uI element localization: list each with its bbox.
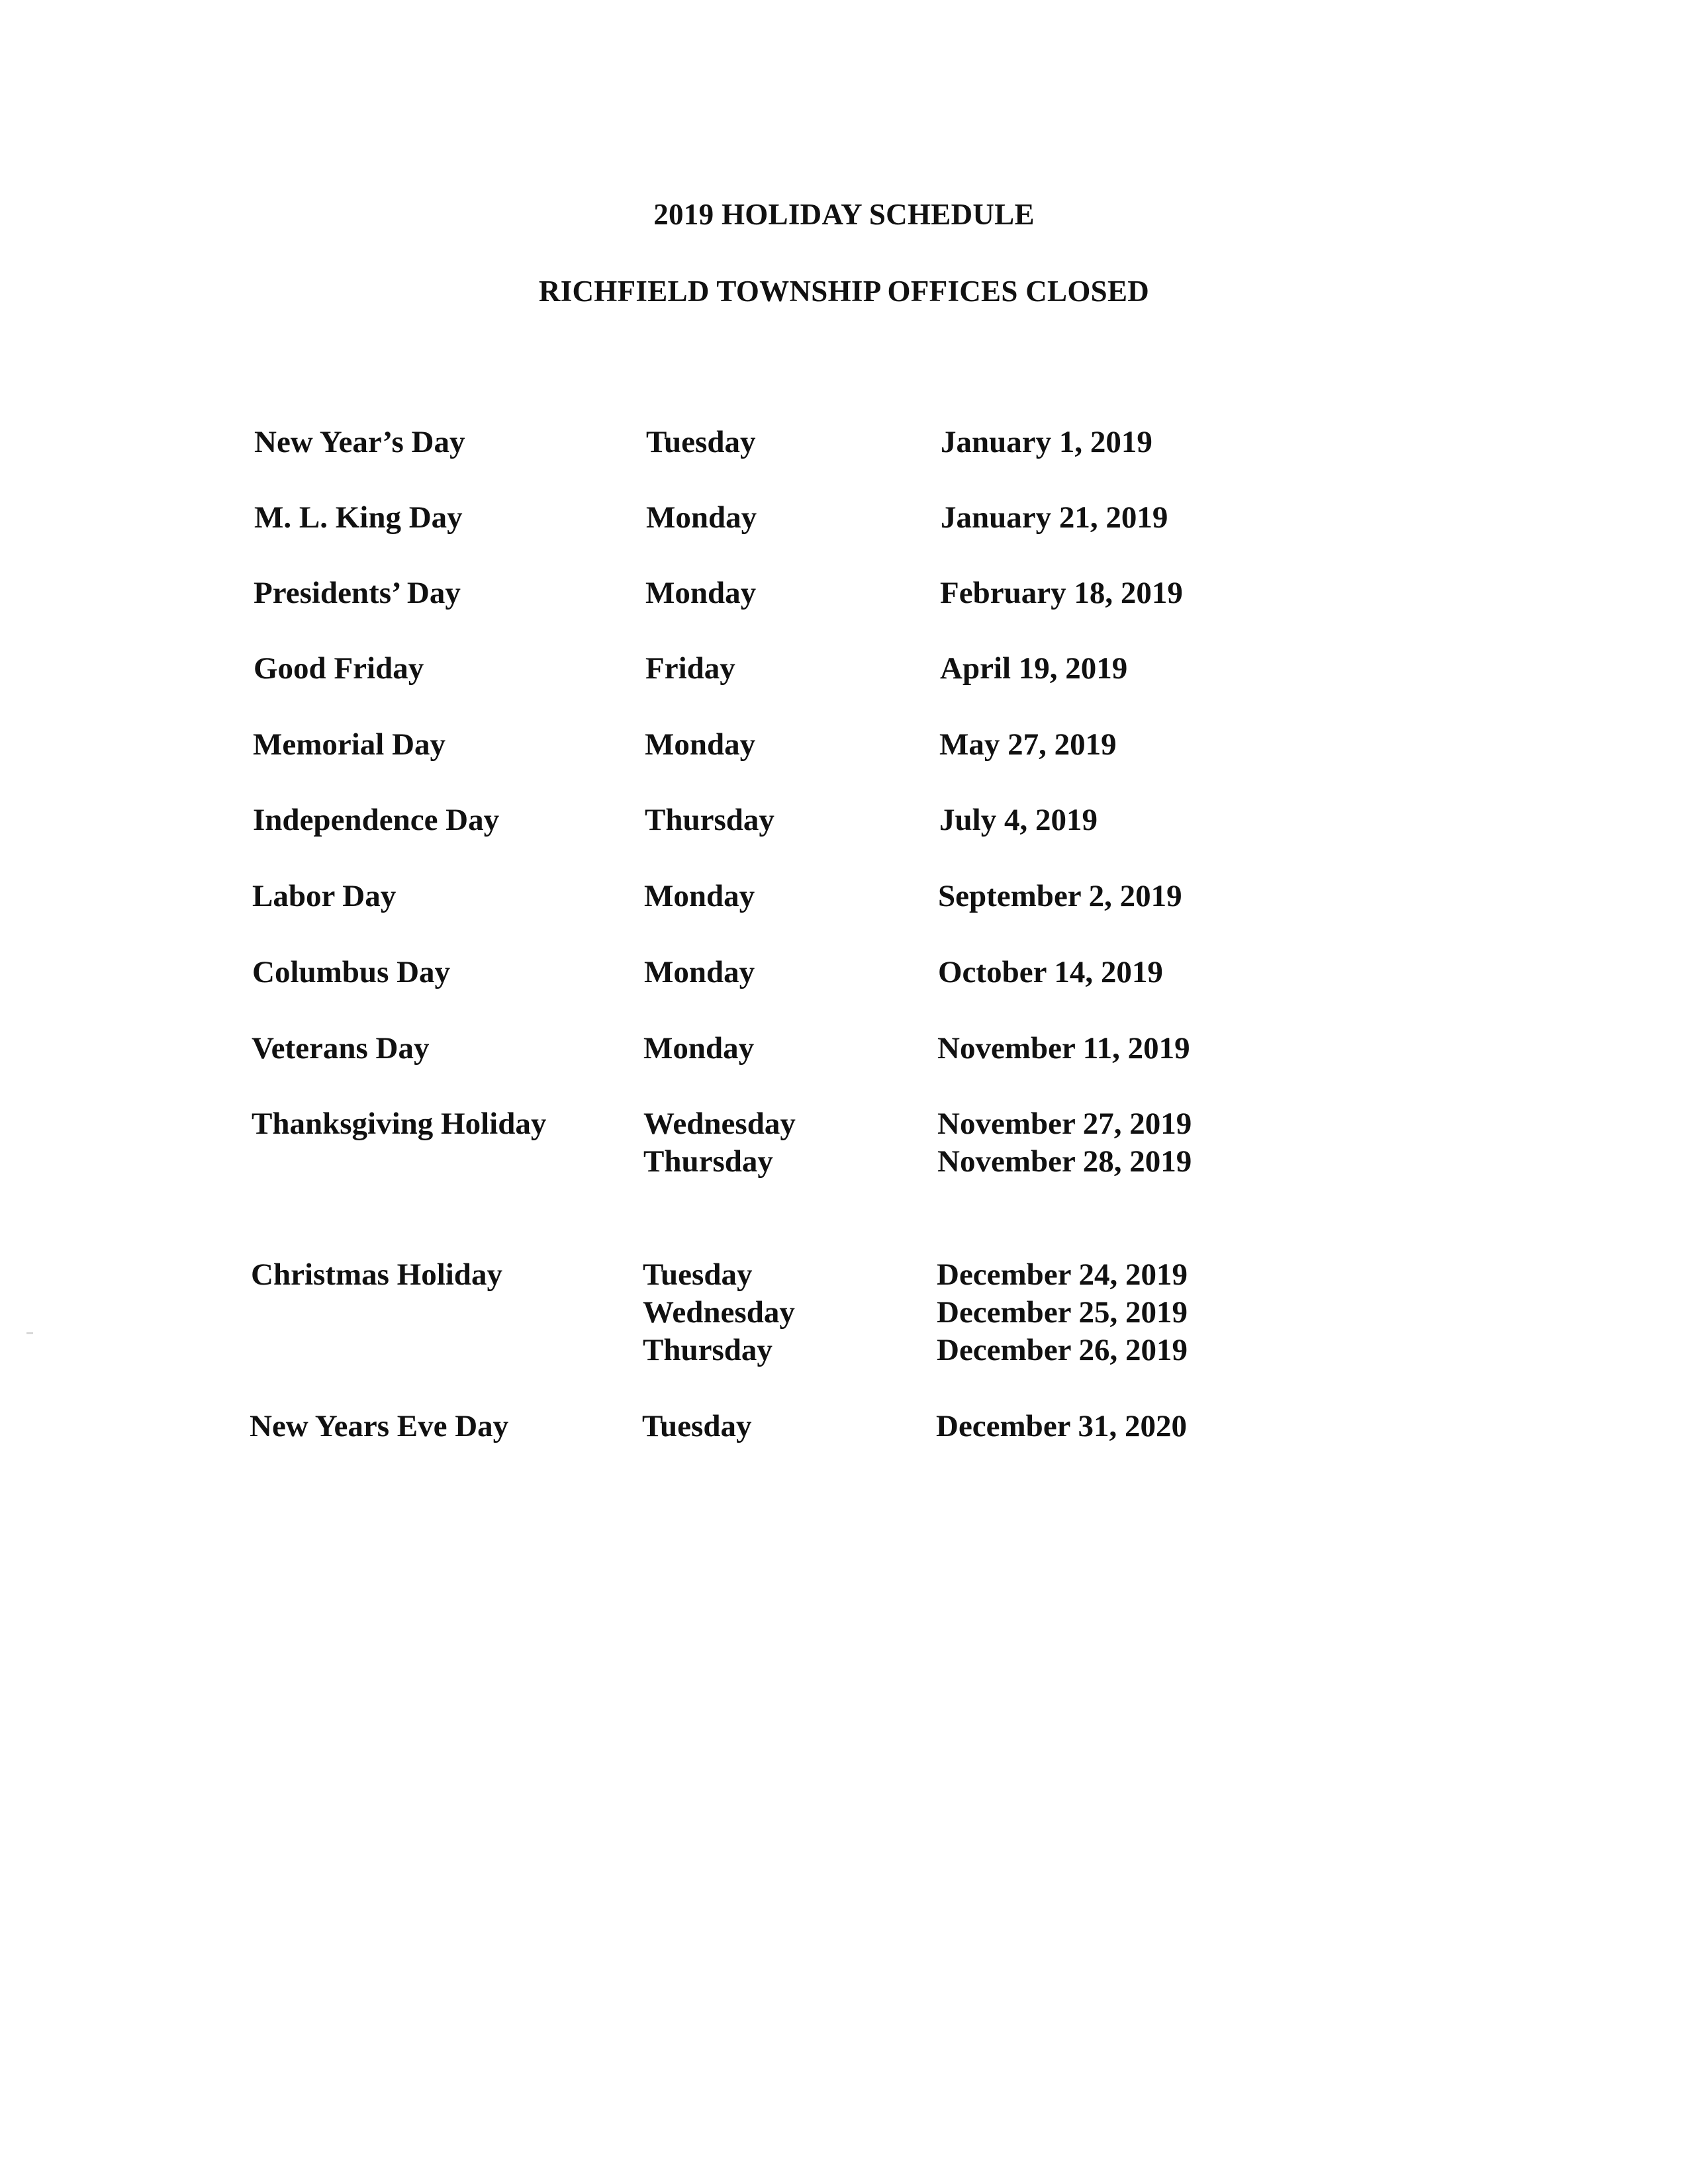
date-line: November 28, 2019: [937, 1144, 1192, 1179]
date-line: October 14, 2019: [938, 955, 1163, 989]
date-line: December 24, 2019: [937, 1257, 1188, 1292]
holiday-name: M. L. King Day: [254, 500, 463, 535]
holiday-weekday: [646, 424, 755, 461]
weekday-line: Monday: [645, 576, 757, 610]
holiday-weekday: [645, 650, 735, 688]
holiday-date: [941, 424, 1152, 461]
weekday-line: Tuesday: [643, 1257, 753, 1292]
holiday-weekday: [645, 726, 755, 764]
holiday-name: New Years Eve Day: [250, 1409, 509, 1443]
page-subtitle: RICHFIELD TOWNSHIP OFFICES CLOSED: [538, 275, 1150, 308]
weekday-line: Thursday: [643, 1333, 773, 1367]
holiday-weekday: [644, 878, 755, 915]
date-line: December 25, 2019: [937, 1295, 1188, 1330]
holiday-date: [941, 499, 1168, 537]
holiday-name: Thanksgiving Holiday: [252, 1107, 547, 1141]
scan-artifact: [26, 1332, 33, 1334]
holiday-name: Independence Day: [253, 803, 500, 837]
date-line: May 27, 2019: [939, 727, 1117, 762]
date-line: January 1, 2019: [941, 425, 1152, 459]
weekday-line: Monday: [645, 727, 756, 762]
weekday-line: Thursday: [643, 1144, 773, 1179]
holiday-date: [938, 878, 1182, 915]
holiday-date: [938, 954, 1163, 991]
holiday-weekday: [645, 801, 774, 839]
date-line: September 2, 2019: [938, 879, 1182, 913]
weekday-line: Wednesday: [643, 1295, 795, 1330]
holiday-weekday: [642, 1408, 751, 1445]
weekday-line: Wednesday: [643, 1107, 796, 1141]
date-line: December 26, 2019: [937, 1333, 1188, 1367]
holiday-weekday: [645, 574, 756, 612]
date-line: February 18, 2019: [940, 576, 1183, 610]
weekday-line: Tuesday: [646, 425, 756, 459]
weekday-line: Monday: [643, 1031, 755, 1066]
holiday-weekday: [643, 1105, 796, 1181]
date-line: April 19, 2019: [940, 651, 1128, 686]
holiday-name: Memorial Day: [253, 727, 446, 762]
date-line: July 4, 2019: [939, 803, 1098, 837]
holiday-name: Presidents’ Day: [254, 576, 461, 610]
date-line: January 21, 2019: [941, 500, 1168, 535]
holiday-name: Christmas Holiday: [251, 1257, 502, 1292]
holiday-name: Labor Day: [252, 879, 397, 913]
holiday-name: Veterans Day: [252, 1031, 430, 1066]
holiday-weekday: [643, 1030, 754, 1068]
holiday-name: Good Friday: [254, 651, 424, 686]
holiday-date: [937, 1105, 1192, 1181]
weekday-line: Monday: [646, 500, 757, 535]
date-line: November 11, 2019: [937, 1031, 1190, 1066]
holiday-weekday: [644, 954, 755, 991]
holiday-date: [939, 801, 1098, 839]
weekday-line: Monday: [644, 955, 755, 989]
holiday-name: New Year’s Day: [254, 425, 465, 459]
date-line: November 27, 2019: [937, 1107, 1192, 1141]
weekday-line: Friday: [645, 651, 735, 686]
holiday-name: Columbus Day: [252, 955, 451, 989]
weekday-line: Thursday: [645, 803, 774, 837]
holiday-date: [937, 1256, 1188, 1369]
holiday-date: [937, 1030, 1190, 1068]
weekday-line: Tuesday: [642, 1409, 752, 1443]
holiday-date: [940, 650, 1127, 688]
holiday-date: [940, 574, 1183, 612]
page-title: 2019 HOLIDAY SCHEDULE: [653, 198, 1035, 231]
holiday-date: [936, 1408, 1187, 1445]
holiday-weekday: [646, 499, 757, 537]
date-line: December 31, 2020: [936, 1409, 1187, 1443]
holiday-date: [939, 726, 1117, 764]
weekday-line: Monday: [644, 879, 755, 913]
holiday-weekday: [643, 1256, 795, 1369]
